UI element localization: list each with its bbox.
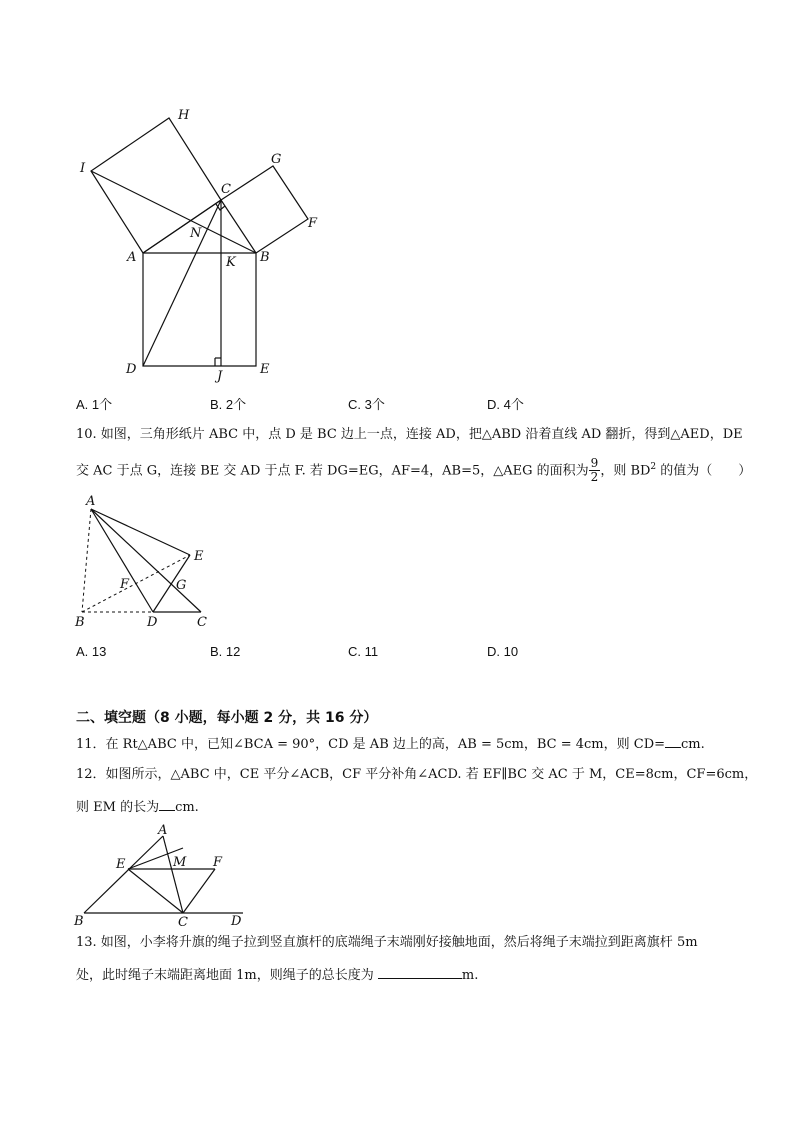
label-C2: C xyxy=(197,615,207,630)
section-heading: 二、填空题（8 小题，每小题 2 分，共 16 分） xyxy=(76,710,378,726)
label-D: D xyxy=(126,362,137,377)
label-K: K xyxy=(226,255,236,270)
label-A2: A xyxy=(86,494,96,509)
q10-line2-a: 交 AC 于点 G，连接 BE 交 AD 于点 F. 若 DG=EG，AF=4，AB=5，△AEG 的面积为 xyxy=(76,463,589,479)
q11-line xyxy=(76,735,705,754)
fold-triangle-figure xyxy=(70,490,220,630)
label-I: I xyxy=(80,161,86,176)
q10-line1: 10. 如图，三角形纸片 ABC 中，点 D 是 BC 边上一点，连接 AD，把△ABD 沿着直线 AD 翻折，得到△AED，DE xyxy=(76,427,743,442)
q10-sup: 2 xyxy=(650,462,657,472)
label-N: N xyxy=(190,226,202,241)
q11-text: 11．在 Rt△ABC 中，已知∠BCA = 90°，CD 是 AB 边上的高，AB = 5cm，BC = 4cm，则 CD= xyxy=(76,737,666,752)
q11-unit: cm. xyxy=(681,737,705,752)
q12-line1: 12．如图所示，△ABC 中，CE 平分∠ACB，CF 平分补角∠ACD. 若 EF∥BC 交 AC 于 M，CE=8cm，CF=6cm， xyxy=(76,767,758,782)
q10-option-d[interactable]: D. 10 xyxy=(487,644,519,659)
q13-line2 xyxy=(76,966,478,985)
q13-line2-b: m. xyxy=(461,968,479,983)
label-F2: F xyxy=(120,577,130,592)
q10-frac-den: 2 xyxy=(590,470,599,485)
q13-line1: 13. 如图，小李将升旗的绳子拉到竖直旗杆的底端绳子末端刚好接触地面，然后将绳子末端拉到距离旗杆 5m xyxy=(76,935,698,950)
q10-line2 xyxy=(76,452,751,486)
q12-line2-a: 则 EM 的长为 xyxy=(76,800,160,815)
q12-answer-blank[interactable] xyxy=(159,798,175,811)
q9-option-d[interactable]: D. 4个 xyxy=(487,397,524,412)
label-A3: A xyxy=(158,823,168,838)
pythagoras-figure xyxy=(70,100,330,390)
q12-line2-b: cm. xyxy=(175,800,199,815)
q9-option-a[interactable]: A. 1个 xyxy=(76,397,113,412)
label-G: G xyxy=(271,152,282,167)
label-A: A xyxy=(127,250,137,265)
label-F: F xyxy=(308,216,318,231)
label-M3: M xyxy=(173,855,187,870)
q10-option-b[interactable]: B. 12 xyxy=(210,644,241,659)
label-E2: E xyxy=(194,549,204,564)
q9-option-b[interactable]: B. 2个 xyxy=(210,397,247,412)
label-J: J xyxy=(217,369,223,384)
label-B3: B xyxy=(74,914,84,929)
q10-fraction xyxy=(589,457,601,484)
q10-line2-c: 的值为（ ） xyxy=(656,463,752,479)
label-D2: D xyxy=(147,615,158,630)
q10-line2-b: ，则 BD xyxy=(600,463,651,479)
label-E: E xyxy=(260,362,270,377)
q13-line2-a: 处，此时绳子末端距离地面 1m，则绳子的总长度为 xyxy=(76,968,374,983)
label-D3: D xyxy=(231,914,242,929)
angle-bisector-figure xyxy=(70,820,250,930)
q11-answer-blank[interactable] xyxy=(665,735,681,748)
label-G2: G xyxy=(176,578,187,593)
q13-answer-blank[interactable] xyxy=(378,966,462,979)
label-F3: F xyxy=(213,855,223,870)
label-C: C xyxy=(221,182,231,197)
label-B2: B xyxy=(75,615,85,630)
q9-option-c[interactable]: C. 3个 xyxy=(348,397,385,412)
label-B: B xyxy=(260,250,270,265)
q10-frac-num: 9 xyxy=(590,456,599,471)
q12-line2 xyxy=(76,798,199,817)
q10-option-a[interactable]: A. 13 xyxy=(76,644,107,659)
q10-option-c[interactable]: C. 11 xyxy=(348,644,379,659)
label-H: H xyxy=(178,108,190,123)
label-E3: E xyxy=(116,857,126,872)
label-C3: C xyxy=(178,915,188,930)
